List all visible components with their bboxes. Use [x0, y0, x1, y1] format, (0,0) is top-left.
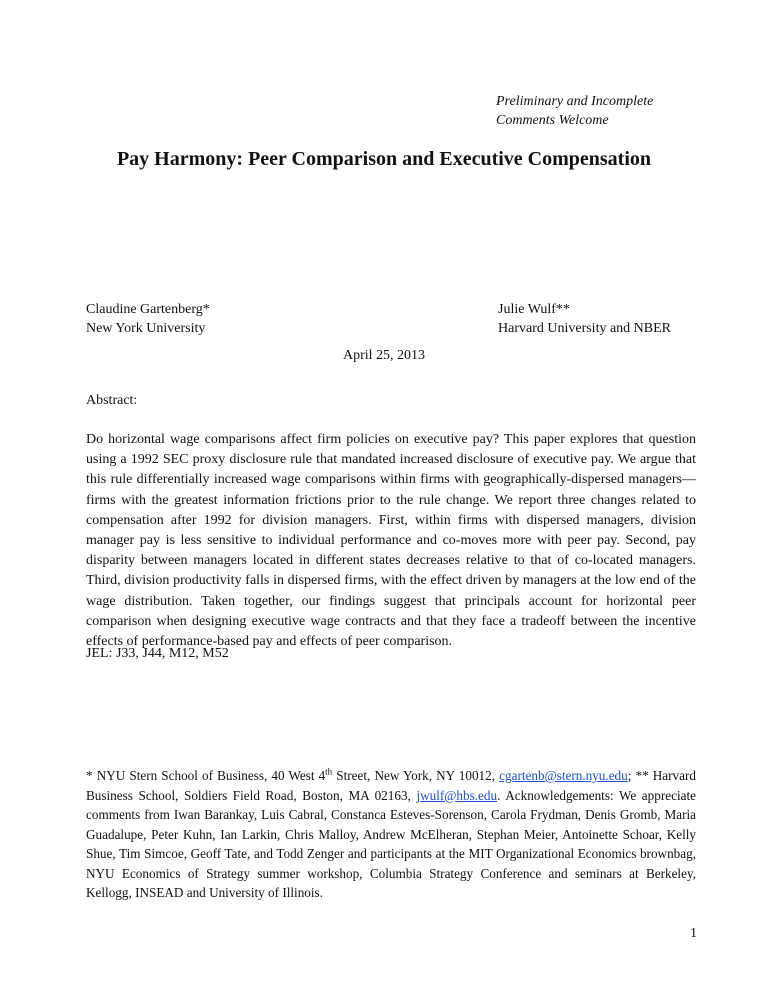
author-block-1 [86, 300, 210, 338]
footnote-text: ; ** Harvard Business School, Soldiers Field Road, Boston, MA 02163, [86, 768, 696, 803]
status-line-2: Comments Welcome [496, 113, 609, 128]
author-name: Julie Wulf** [498, 302, 570, 317]
abstract-text: Do horizontal wage comparisons affect firm policies on executive pay? This paper explores that question using a 1992 SEC proxy disclosure rule that mandated increased disclosure of executive pay. We argue that this rule differentially increased wage comparisons within firms with geographically-dispersed managers—firms with the greatest information frictions prior to the rule change. We report three changes related to compensation after 1992 for division managers. First, within firms with dispersed managers, division manager pay is less sensitive to individual performance and co-moves more with peer pay. Second, pay disparity between managers located in different states decreases relative to that of co-located managers. Third, division productivity falls in dispersed firms, with the effect driven by managers at the low end of the wage distribution. Taken together, our findings suggest that principals account for horizontal peer comparison when designing executive wage contracts and that they face a tradeoff between the incentive effects of performance-based pay and effects of peer comparison. [86, 432, 696, 650]
footnote-superscript: th [325, 766, 333, 777]
email-link-wulf[interactable]: jwulf@hbs.edu [416, 787, 498, 803]
footnote-text: . Acknowledgements: We appreciate comments from Iwan Barankay, Luis Cabral, Constanca Esteves-Sorenson, Carola Frydman, Denis Gromb, Maria Guadalupe, Peter Kuhn, Ian Larkin, Chris Malloy, Andrew McElheran, Stephan Meier, Antoinette Schoar, Kelly Shue, Tim Simcoe, Geoff Tate, and Todd Zenger and participants at the MIT Organizational Economics brownbag, NYU Economics of Strategy summer workshop, Columbia Strategy Conference and seminars at Berkeley, Kellogg, INSEAD and University of Illinois. [86, 787, 696, 900]
paper-date: April 25, 2013 [342, 348, 426, 363]
draft-status [496, 92, 653, 130]
abstract-label: Abstract: [86, 393, 138, 408]
status-line-1: Preliminary and Incomplete [496, 94, 654, 109]
author-name: Claudine Gartenberg* [86, 302, 210, 317]
paper-title: Pay Harmony: Peer Comparison and Executive Compensation [116, 148, 652, 170]
jel-codes: JEL: J33, J44, M12, M52 [86, 646, 229, 661]
footnote-text: * NYU Stern School of Business, 40 West 4 [86, 768, 326, 783]
author-affiliation: New York University [86, 321, 206, 336]
page-number: 1 [690, 926, 697, 941]
footnote [86, 766, 696, 903]
author-affiliation: Harvard University and NBER [498, 321, 672, 336]
footnote-text: Street, New York, NY 10012, [332, 768, 500, 783]
author-block-2 [498, 300, 671, 338]
email-link-gartenberg[interactable]: cgartenb@stern.nyu.edu [499, 768, 628, 783]
